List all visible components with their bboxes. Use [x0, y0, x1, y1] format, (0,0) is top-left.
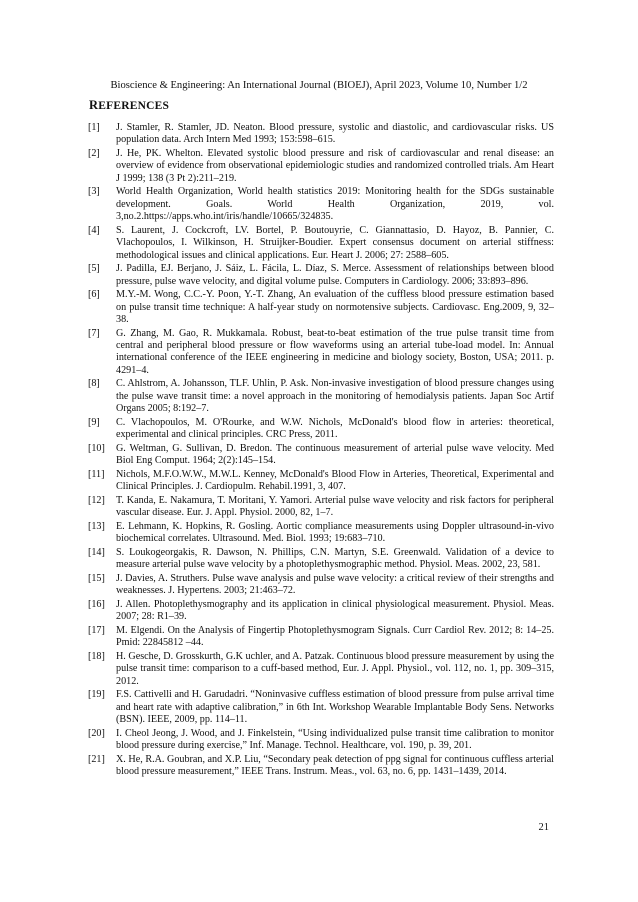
reference-text: X. He, R.A. Goubran, and X.P. Liu, “Secondary peak detection of ppg signal for continuous cuffless arterial blood pressure measurement,” IEEE Trans. Instrum. Meas., vol. 63, no. 6, pp. 1431–1439, 2014.: [116, 753, 554, 778]
reference-item: [88, 186, 554, 223]
reference-text: G. Zhang, M. Gao, R. Mukkamala. Robust, beat-to-beat estimation of the true pulse transit time from central and peripheral blood pressure or flow waveforms using an arterial tube-load model. In: Annual international conference of the IEEE engineering in medicine and biology society, Boston, USA; 2011. p. 4291–4.: [116, 327, 554, 376]
reference-item: [88, 651, 554, 688]
reference-item: [88, 625, 554, 650]
reference-item: [88, 417, 554, 442]
reference-item: [88, 754, 554, 779]
reference-text: J. Allen. Photoplethysmography and its application in clinical physiological measurement. Physiol. Meas. 2007; 28: R1–39.: [116, 598, 554, 623]
reference-number: [1]: [88, 122, 100, 133]
reference-number: [9]: [88, 416, 100, 428]
running-header: Bioscience & Engineering: An International Journal (BIOEJ), April 2023, Volume 10, Number 1/2: [110, 80, 528, 91]
reference-item: [88, 328, 554, 378]
reference-number: [20]: [88, 727, 105, 739]
reference-item: [88, 495, 554, 520]
reference-number: [5]: [88, 263, 100, 275]
reference-number: [17]: [88, 624, 105, 636]
reference-number: [18]: [88, 650, 105, 662]
reference-text: J. Stamler, R. Stamler, JD. Neaton. Blood pressure, systolic and diastolic, and cardiovascular risks. US population data. Arch Intern Med 1993; 153:598–615.: [116, 122, 554, 146]
page-number: 21: [538, 822, 549, 833]
reference-item: [88, 728, 554, 753]
reference-number: [11]: [88, 468, 105, 480]
reference-number: [13]: [88, 520, 105, 532]
reference-item: [88, 148, 554, 185]
reference-item: [88, 469, 554, 494]
reference-number: [7]: [88, 327, 100, 339]
reference-number: [3]: [88, 186, 100, 198]
reference-item: [88, 443, 554, 468]
reference-text: Nichols, M.F.O.W.W., M.W.L. Kenney, McDonald's Blood Flow in Arteries, Theoretical, Experimental and Clinical Principles. J. Cardiopulm. Rehabil.1991, 3, 407.: [116, 468, 554, 493]
reference-text: S. Laurent, J. Cockcroft, LV. Bortel, P. Boutouyrie, C. Giannattasio, D. Hayoz, B. Pannier, C. Vlachopoulos, I. Wilkinson, H. Struijker-Boudier. Expert consensus document on arterial stiffness: methodological issues and clinical applications. Eur. Heart J. 2006; 27: 2588–605.: [116, 224, 554, 261]
reference-item: [88, 289, 554, 326]
reference-number: [2]: [88, 148, 100, 159]
reference-item: [88, 521, 554, 546]
reference-text: M. Elgendi. On the Analysis of Fingertip Photoplethysmogram Signals. Curr Cardiol Rev. 2012; 8: 14–25. Pmid: 22845812 –44.: [116, 624, 554, 649]
reference-number: [12]: [88, 494, 105, 506]
reference-text: G. Weltman, G. Sullivan, D. Bredon. The continuous measurement of arterial pulse wave velocity. Med Biol Eng Comput. 1964; 2(2):145–154.: [116, 442, 554, 467]
reference-number: [6]: [88, 289, 100, 301]
reference-item: [88, 689, 554, 726]
reference-item: [88, 225, 554, 262]
reference-number: [15]: [88, 572, 105, 584]
reference-text: F.S. Cattivelli and H. Garudadri. “Noninvasive cuffless estimation of blood pressure from pulse arrival time and heart rate with adaptive calibration,” in 6th Int. Workshop Wearable Implantable Body Sens. Networks (BSN). IEEE, 2009, pp. 114–11.: [116, 689, 554, 726]
reference-text: H. Gesche, D. Grosskurth, G.K uchler, and A. Patzak. Continuous blood pressure measurement by using the pulse transit time: comparison to a cuff-based method, Eur. J. Appl. Physiol., vol. 112, no. 1, pp. 309–315, 2012.: [116, 650, 554, 687]
reference-text: C. Vlachopoulos, M. O'Rourke, and W.W. Nichols, McDonald's blood flow in arteries: theoretical, experimental and clinical principles. CRC Press, 2011.: [116, 416, 554, 441]
reference-text: J. Davies, A. Struthers. Pulse wave analysis and pulse wave velocity: a critical review of their strengths and weaknesses. J. Hypertens. 2003; 21:463–72.: [116, 572, 554, 597]
reference-number: [10]: [88, 442, 105, 454]
reference-item: [88, 122, 554, 147]
reference-list: [88, 122, 554, 780]
reference-text: I. Cheol Jeong, J. Wood, and J. Finkelstein, “Using individualized pulse transit time calibration to monitor blood pressure during exercise,” Inf. Manage. Technol. Healthcare, vol. 190, p. 39, 201.: [116, 727, 554, 752]
section-title-initial: R: [89, 98, 99, 112]
reference-item: [88, 599, 554, 624]
reference-number: [21]: [88, 753, 105, 765]
reference-number: [8]: [88, 378, 100, 390]
reference-number: [4]: [88, 224, 100, 236]
reference-text: C. Ahlstrom, A. Johansson, TLF. Uhlin, P. Ask. Non-invasive investigation of blood pressure changes using the pulse wave transit time: a novel approach in the monitoring of hemodialysis patients. Japan Soc Artif Organs 2005; 8:192–7.: [116, 378, 554, 415]
reference-text: E. Lehmann, K. Hopkins, R. Gosling. Aortic compliance measurements using Doppler ultrasound-in-vivo biochemical correlates. Ultrasound. Med. Biol. 1993; 19:683–710.: [116, 520, 554, 545]
reference-item: [88, 573, 554, 598]
reference-text: J. He, PK. Whelton. Elevated systolic blood pressure and risk of cardiovascular and renal disease: an overview of evidence from observational epidemiologic studies and randomized controlled trials. Am Heart J 1999; 138 (3 Pt 2):211–219.: [116, 148, 554, 184]
reference-number: [19]: [88, 689, 105, 701]
reference-number: [16]: [88, 598, 105, 610]
section-title: [89, 98, 169, 113]
reference-item: [88, 263, 554, 288]
reference-text: T. Kanda, E. Nakamura, T. Moritani, Y. Yamori. Arterial pulse wave velocity and risk factors for peripheral vascular disease. Eur. J. Appl. Physiol. 2000, 82, 1–7.: [116, 494, 554, 519]
reference-text: S. Loukogeorgakis, R. Dawson, N. Phillips, C.N. Martyn, S.E. Greenwald. Validation of a device to measure arterial pulse wave velocity by a photoplethysmographic method. Physiol. Meas. 2002, 23, 581.: [116, 546, 554, 571]
reference-text: M.Y.-M. Wong, C.C.-Y. Poon, Y.-T. Zhang, An evaluation of the cuffless blood pressure estimation based on pulse transit time technique: A half-year study on normotensive subjects. Cardiovasc. Eng.2009, 9, 32–38.: [116, 289, 554, 326]
reference-item: [88, 378, 554, 415]
reference-text: World Health Organization, World health statistics 2019: Monitoring health for the SDGs sustainable development. Goals. World Health Organization, 2019, vol. 3,no.2.https://apps.who.int/iris/handle/10665/324835.: [116, 186, 554, 223]
reference-text: J. Padilla, EJ. Berjano, J. Sáiz, L. Fácila, L. Díaz, S. Merce. Assessment of relationships between blood pressure, pulse wave velocity, and digital volume pulse. Computers in Cardiology. 2006; 33:893–896.: [116, 263, 554, 287]
section-title-rest: EFERENCES: [98, 100, 170, 112]
reference-number: [14]: [88, 546, 105, 558]
reference-item: [88, 547, 554, 572]
